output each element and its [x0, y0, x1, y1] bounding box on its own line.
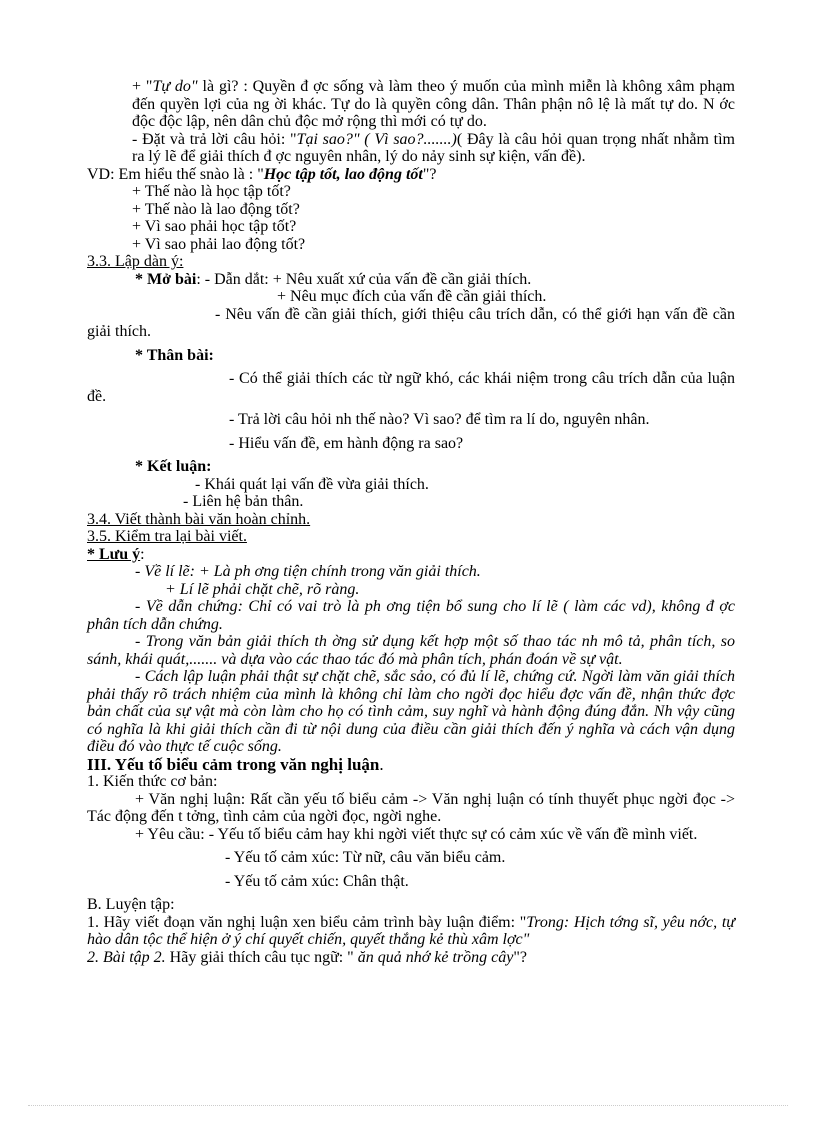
section-3-title: III. Yếu tố biểu cảm trong văn nghị luận.	[87, 754, 384, 774]
mo-bai-label: Mở bài	[147, 270, 197, 288]
luu-y-dan-chung: - Về dẫn chứng: Chỉ có vai trò là ph ơng tiện bổ sung cho lí lẽ ( làm các vd), không đ ợc phân tích dẫn chứng.	[87, 598, 735, 633]
kien-thuc-item: + Yêu cầu: - Yếu tố biểu cảm hay khi ngời viết thực sự có cảm xúc về vấn đề mình viết.	[135, 825, 698, 843]
heading-3-5: 3.5. Kiểm tra lại bài viết.	[87, 528, 247, 545]
kien-thuc-heading: 1. Kiến thức cơ bản:	[87, 773, 218, 790]
ket-luan-item: - Liên hệ bản thân.	[183, 493, 304, 510]
ket-luan-item: - Khái quát lại vấn đề vừa giải thích.	[195, 475, 429, 493]
ket-luan-label: * Kết luận:	[135, 458, 212, 475]
example-topic: Học tập tốt, lao động tốt	[263, 165, 423, 183]
exercise-1: 1. Hãy viết đoạn văn nghị luận xen biểu cảm trình bày luận điểm: "Trong: Hịch tớng sĩ, yêu nớc, tự hào dân tộc thể hiện ở ý chí quyết chiến, quyết thắng kẻ thù xâm lợc"	[87, 913, 735, 948]
page-bottom-border	[28, 1105, 788, 1106]
question-tai-sao: Tại sao?" ( Vì sao?.......)	[296, 130, 457, 148]
than-bai-item: - Có thể giải thích các từ ngữ khó, các khái niệm trong câu trích dẫn của luận đề.	[87, 370, 735, 405]
term-tu-do: Tự do"	[152, 78, 198, 95]
mo-bai-line2: + Nêu mục đích của vấn đề cần giải thích.	[277, 288, 547, 305]
than-bai-label: * Thân bài:	[135, 346, 214, 364]
paragraph-tai-sao: - Đặt và trả lời câu hỏi: "Tại sao?" ( Vì sao?.......)( Đây là câu hỏi quan trọng nhất nhằm tìm ra lý lẽ để giải thích đ ợc nguyên nhân, lý do nảy sinh sự kiện, vấn đề).	[132, 130, 736, 165]
than-bai-item: - Trả lời câu hỏi nh thế nào? Vì sao? để tìm ra lí do, nguyên nhân.	[229, 411, 650, 428]
example-item: + Thế nào là lao động tốt?	[132, 200, 300, 218]
luu-y-li-le: - Về lí lẽ: + Là ph ơng tiện chính trong văn giải thích.	[135, 563, 481, 580]
luu-y-li-le-2: + Lí lẽ phải chặt chẽ, rõ ràng.	[165, 580, 360, 598]
kien-thuc-item: - Yếu tố cảm xúc: Từ nữ, câu văn biểu cảm.	[225, 849, 506, 866]
luu-y-heading: * Lưu ý:	[87, 545, 145, 563]
exercise-2: 2. Bài tập 2. Hãy giải thích câu tục ngữ: " ăn quả nhớ kẻ trồng cây"?	[87, 948, 527, 966]
heading-3-4: 3.4. Viết thành bài văn hoàn chỉnh.	[87, 510, 311, 528]
than-bai-item: - Hiểu vấn đề, em hành động ra sao?	[229, 434, 464, 452]
mo-bai-line1: * Mở bài: - Dẫn dắt: + Nêu xuất xứ của vấn đề cần giải thích.	[135, 270, 532, 288]
heading-3-3: 3.3. Lập dàn ý:	[87, 253, 184, 270]
example-item: + Vì sao phải lao động tốt?	[132, 235, 306, 253]
luu-y-thao-tac: - Trong văn bản giải thích th ờng sử dụng kết hợp một số thao tác nh mô tả, phân tích, so sánh, khái quát,....... và dựa vào các thao tác đó mà phân tích, phán đoán về sự vật.	[87, 633, 735, 668]
kien-thuc-item: + Văn nghị luận: Rất cần yếu tố biểu cảm -> Văn nghị luận có tính thuyết phục ngời đọc -> Tác động đến t tởng, tình cảm của ngời đọc, ngời nghe.	[87, 790, 735, 825]
example-item: + Vì sao phải học tập tốt?	[132, 218, 297, 235]
luu-y-cach-lap-luan: - Cách lập luận phải thật sự chặt chẽ, sắc sảo, có đủ lí lẽ, chứng cứ. Ngời làm văn giải thích phải thấy rõ trách nhiệm của mình là không chỉ làm cho ngời đọc hiểu đợc vấn đề, nhận thức đợc bản chất của sự vật mà còn làm cho họ có tình cảm, suy nghĩ và hành động đúng đắn. Nh vậy cũng có nghĩa là khi giải thích cần đi từ nội dung của điều cần giải thích đến ý nghĩa và cách vận dụng điều đó vào thực tế cuộc sống.	[87, 668, 735, 755]
document-page	[87, 78, 735, 966]
exercise-2-quote: ăn quả nhớ kẻ trồng cây	[357, 948, 514, 966]
example-line: VD: Em hiểu thế snào là : "Học tập tốt, lao động tốt"?	[87, 165, 437, 183]
luyen-tap-heading: B. Luyện tập:	[87, 896, 175, 913]
paragraph-tu-do: + "Tự do" là gì? : Quyền đ ợc sống và làm theo ý muốn của mình miễn là không xâm phạm đến quyền lợi của ng ời khác. Tự do là quyền công dân. Thân phận nô lệ là mất tự do. N ớc độc độc lập, nên dân chủ độc mở rộng thì mới có tự do.	[132, 78, 736, 130]
example-item: + Thế nào là học tập tốt?	[132, 183, 291, 200]
kien-thuc-item: - Yếu tố cảm xúc: Chân thật.	[225, 872, 409, 890]
mo-bai-line3: - Nêu vấn đề cần giải thích, giới thiệu câu trích dẫn, có thể giới hạn vấn đề cần giải thích.	[87, 305, 735, 340]
exercise-1-quote: Trong: Hịch tớng sĩ, yêu nớc, tự hào dân tộc thể hiện ở ý chí quyết chiến, quyết thắng kẻ thù xâm lợc"	[87, 913, 735, 948]
